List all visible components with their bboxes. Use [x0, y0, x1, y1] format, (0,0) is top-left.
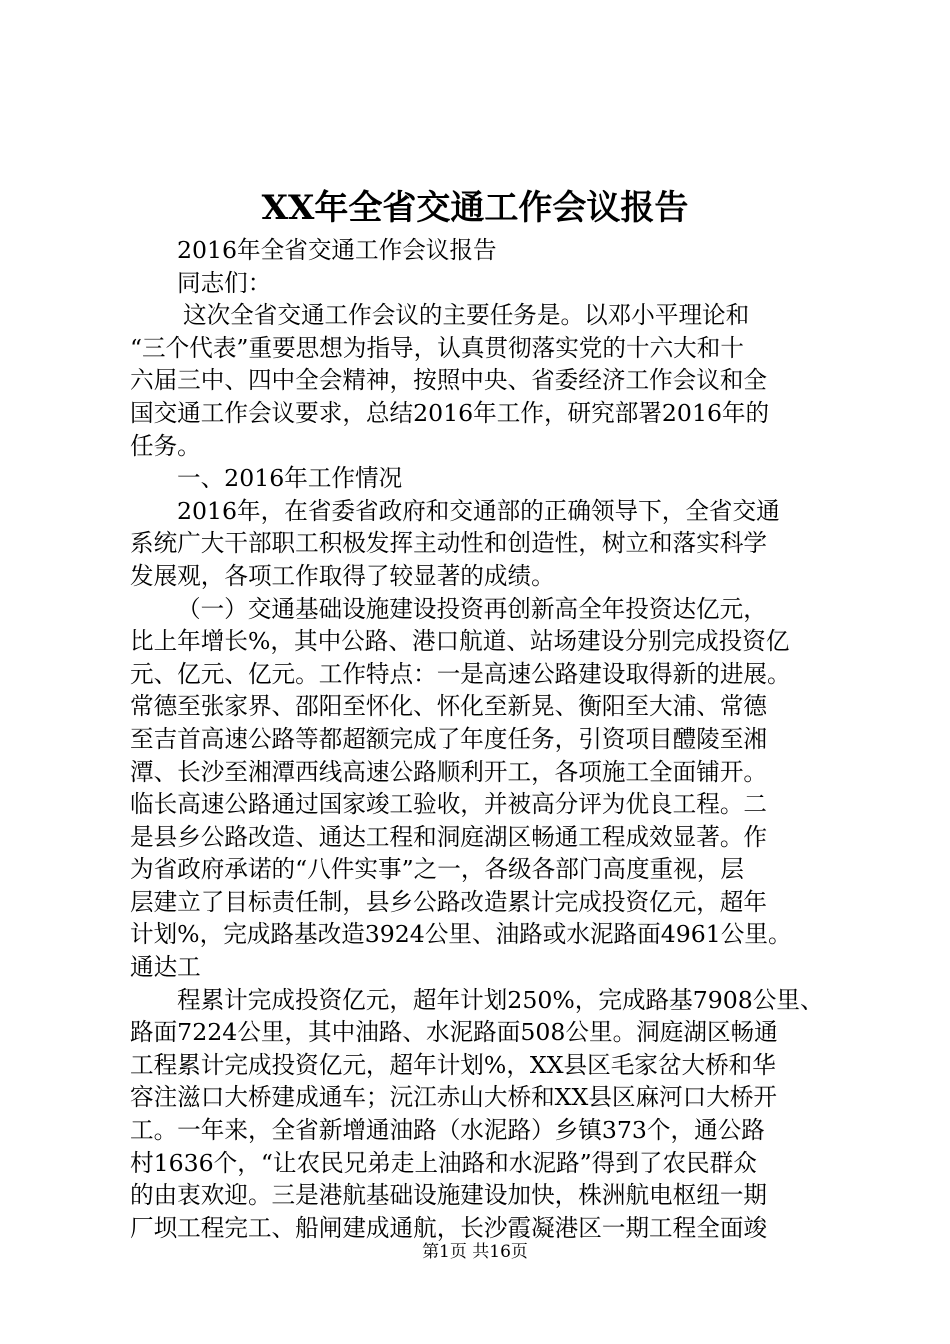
- paragraph-line: 厂坝工程完工、船闸建成通航，长沙霞凝港区一期工程全面竣: [130, 1213, 768, 1242]
- paragraph-line: 容注滋口大桥建成通车；沅江赤山大桥和XX县区麻河口大桥开: [130, 1083, 778, 1112]
- document-body: [130, 234, 830, 1244]
- paragraph-line: 工程累计完成投资亿元，超年计划%，XX县区毛家岔大桥和华: [130, 1050, 776, 1079]
- paragraph-line: 潭、长沙至湘潭西线高速公路顺利开工，各项施工全面铺开。: [130, 757, 768, 786]
- paragraph-line: 临长高速公路通过国家竣工验收，并被高分评为优良工程。二: [130, 790, 768, 819]
- paragraph-line: 常德至张家界、邵阳至怀化、怀化至新晃、衡阳至大浦、常德: [130, 692, 768, 721]
- paragraph-line: 系统广大干部职工积极发挥主动性和创造性，树立和落实科学: [130, 529, 768, 558]
- paragraph-line: 至吉首高速公路等都超额完成了年度任务，引资项目醴陵至湘: [130, 724, 768, 753]
- paragraph-line: （一）交通基础设施建设投资再创新高全年投资达亿元，: [177, 594, 767, 623]
- paragraph-line: 计划%，完成路基改造3924公里、油路或水泥路面4961公里。: [130, 920, 792, 949]
- paragraph-line: 比上年增长%，其中公路、港口航道、站场建设分别完成投资亿: [130, 627, 790, 656]
- paragraph-line: 村1636个，“让农民兄弟走上油路和水泥路”得到了农民群众: [130, 1148, 757, 1177]
- paragraph-line: 路面7224公里，其中油路、水泥路面508公里。洞庭湖区畅通: [130, 1018, 778, 1047]
- document-title: XX年全省交通工作会议报告: [261, 188, 689, 228]
- paragraph-line: 层建立了目标责任制，县乡公路改造累计完成投资亿元，超年: [130, 887, 768, 916]
- paragraph-line: 工。一年来，全省新增通油路（水泥路）乡镇373个，通公路: [130, 1116, 765, 1145]
- paragraph-line: 发展观，各项工作取得了较显著的成绩。: [130, 561, 555, 590]
- subtitle-line: 2016年全省交通工作会议报告: [177, 236, 497, 264]
- section-heading: 一、2016年工作情况: [177, 464, 403, 493]
- paragraph-line: 2016年，在省委省政府和交通部的正确领导下，全省交通: [177, 496, 780, 525]
- paragraph-line: 这次全省交通工作会议的主要任务是。以邓小平理论和: [183, 301, 750, 330]
- paragraph-line: 国交通工作会议要求，总结2016年工作，研究部署2016年的: [130, 398, 770, 427]
- paragraph-line: 的由衷欢迎。三是港航基础设施建设加快，株洲航电枢纽一期: [130, 1181, 768, 1210]
- paragraph-line: 通达工: [130, 953, 201, 982]
- paragraph-line: 为省政府承诺的“八件实事”之一，各级各部门高度重视，层: [130, 855, 744, 884]
- salutation-line: 同志们：: [177, 268, 272, 297]
- page-number-footer: 第1页 共16页: [422, 1242, 528, 1262]
- paragraph-line: 程累计完成投资亿元，超年计划250%，完成路基7908公里、: [177, 985, 824, 1014]
- paragraph-line: 是县乡公路改造、通达工程和洞庭湖区畅通工程成效显著。作: [130, 822, 768, 851]
- paragraph-line: 六届三中、四中全会精神，按照中央、省委经济工作会议和全: [130, 366, 768, 395]
- paragraph-line: 元、亿元、亿元。工作特点：一是高速公路建设取得新的进展。: [130, 659, 791, 688]
- paragraph-line: “三个代表”重要思想为指导，认真贯彻落实党的十六大和十: [130, 333, 744, 362]
- paragraph-line: 任务。: [130, 431, 201, 460]
